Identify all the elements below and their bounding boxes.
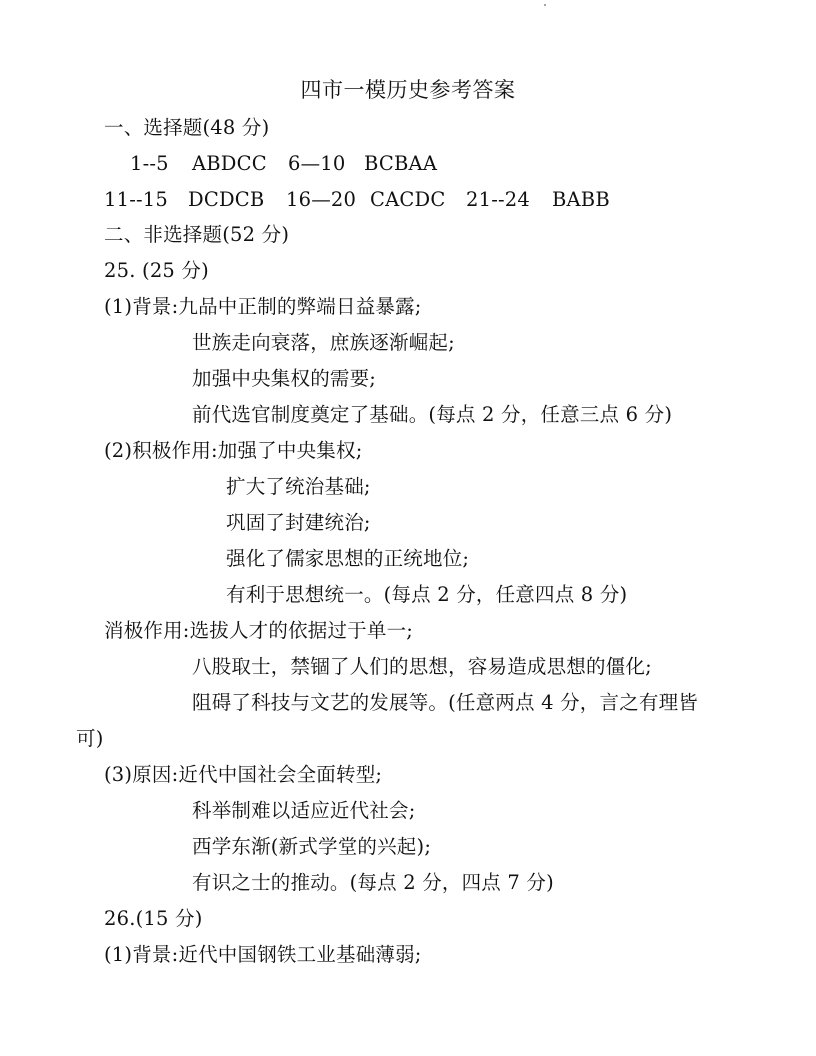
answer-point: 科举制难以适应近代社会; [192,799,416,822]
page-title: 四市一模历史参考答案 [300,78,516,102]
answer-point: 阻碍了科技与文艺的发展等。(任意两点 4 分，言之有理皆 [192,691,699,714]
answer-value: BABB [552,188,610,211]
answer-point: 西学东渐(新式学堂的兴起); [192,835,432,858]
answer-value: DCDCB [188,188,265,211]
scan-speck [544,4,546,6]
answer-value: CACDC [370,188,446,211]
answer-point: 世族走向衰落，庶族逐渐崛起; [192,331,455,354]
answer-point-wrap: 可) [76,727,104,750]
answer-range: 16—20 [286,188,357,211]
section-heading-choice: 一、选择题(48 分) [104,116,270,139]
answer-value: ABDCC [192,152,267,175]
question-heading: 26.(15 分) [104,907,203,930]
answer-point: 强化了儒家思想的正统地位; [226,547,470,570]
answer-range: 1--5 [130,152,169,175]
answer-point: 有识之士的推动。(每点 2 分，四点 7 分) [192,871,554,894]
answer-range: 6—10 [288,152,346,175]
answer-point: 加强中央集权的需要; [192,367,377,390]
part-label: 消极作用:选拔人才的依据过于单一; [104,619,414,642]
answer-point: 前代选官制度奠定了基础。(每点 2 分，任意三点 6 分) [192,403,673,426]
answer-point: 扩大了统治基础; [226,475,371,498]
question-heading: 25. (25 分) [104,259,209,282]
answer-point: 巩固了封建统治; [226,511,371,534]
part-label: (3)原因:近代中国社会全面转型; [104,763,383,786]
part-label: (2)积极作用:加强了中央集权; [104,439,363,462]
part-label: (1)背景:近代中国钢铁工业基础薄弱; [104,943,422,966]
answer-point: 八股取士，禁锢了人们的思想，容易造成思想的僵化; [192,655,652,678]
section-heading-nonchoice: 二、非选择题(52 分) [104,223,290,246]
answer-range: 21--24 [466,188,531,211]
answer-range: 11--15 [104,188,169,211]
answer-point: 有利于思想统一。(每点 2 分，任意四点 8 分) [226,583,628,606]
answer-value: BCBAA [364,152,438,175]
part-label: (1)背景:九品中正制的弊端日益暴露; [104,295,422,318]
